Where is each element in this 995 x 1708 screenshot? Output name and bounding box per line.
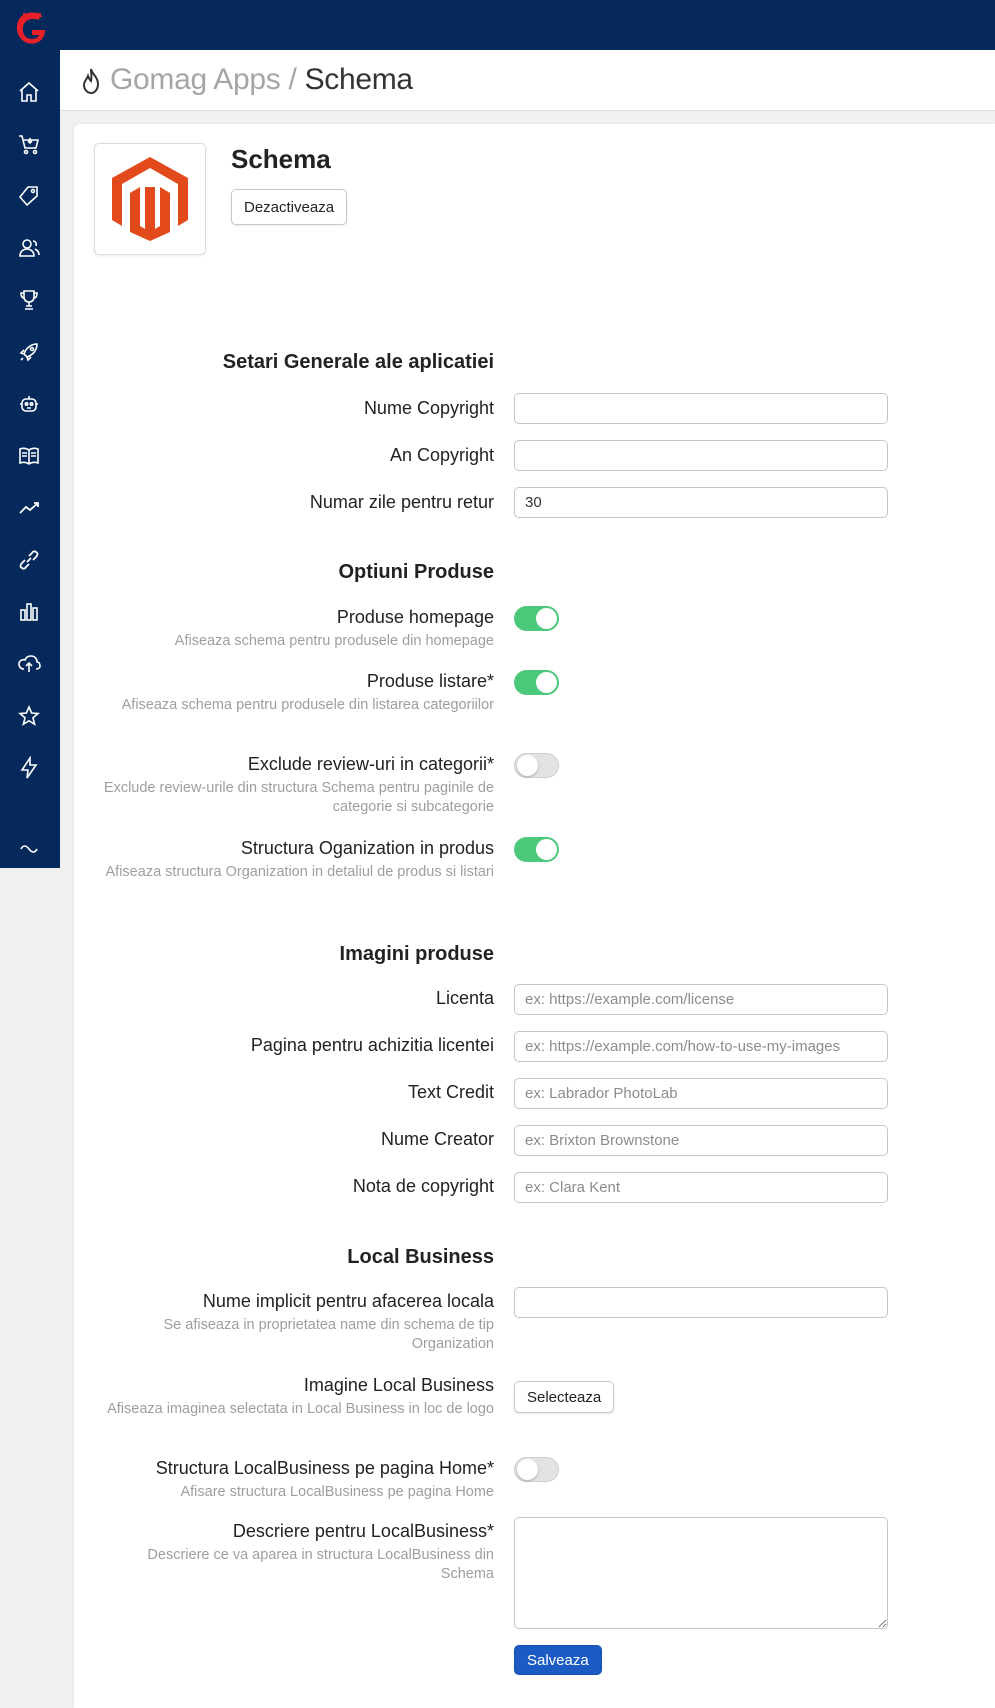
toggle-knob bbox=[517, 1459, 538, 1480]
book-icon[interactable] bbox=[14, 441, 44, 471]
toggle-knob bbox=[517, 755, 538, 776]
collapse-icon[interactable] bbox=[14, 840, 44, 858]
local-description-help: Descriere ce va aparea in structura LocalBusiness din Schema bbox=[147, 1547, 494, 1582]
local-image-label: Imagine Local Business bbox=[303, 1375, 494, 1395]
local-name-help: Se afiseaza in proprietatea name din schema de tip Organization bbox=[163, 1317, 494, 1352]
local-description-label: Descriere pentru LocalBusiness* bbox=[232, 1521, 494, 1541]
section-title-local-business: Local Business bbox=[347, 1246, 494, 1268]
app-title: Schema bbox=[231, 144, 331, 174]
magento-logo-icon bbox=[112, 157, 188, 241]
copyright-name-label: Nume Copyright bbox=[363, 398, 494, 418]
robot-icon[interactable] bbox=[14, 389, 44, 419]
cart-icon[interactable] bbox=[14, 129, 44, 159]
organization-toggle[interactable] bbox=[514, 837, 559, 862]
copyright-year-label: An Copyright bbox=[389, 445, 494, 465]
page-header bbox=[60, 50, 995, 111]
customers-icon[interactable] bbox=[14, 233, 44, 263]
gomag-logo-icon[interactable] bbox=[10, 8, 50, 48]
exclude-reviews-help: Exclude review-urile din structura Schema pentru paginile de categorie si subcategorie bbox=[103, 780, 494, 815]
creator-name-input[interactable] bbox=[514, 1125, 888, 1156]
cloud-upload-icon[interactable] bbox=[14, 649, 44, 679]
creator-name-label: Nume Creator bbox=[380, 1129, 494, 1149]
tag-icon[interactable] bbox=[14, 181, 44, 211]
deactivate-button[interactable]: Dezactiveaza bbox=[231, 189, 347, 225]
bar-chart-icon[interactable] bbox=[14, 597, 44, 627]
app-logo bbox=[94, 143, 206, 255]
copyright-notice-label: Nota de copyright bbox=[352, 1176, 494, 1196]
trophy-icon[interactable] bbox=[14, 285, 44, 315]
organization-help: Afiseaza structura Organization in detaliul de produs si listari bbox=[105, 864, 494, 880]
listing-products-toggle[interactable] bbox=[514, 670, 559, 695]
copyright-year-input[interactable] bbox=[514, 440, 888, 471]
local-home-toggle[interactable] bbox=[514, 1457, 559, 1482]
home-icon[interactable] bbox=[14, 77, 44, 107]
listing-products-help: Afiseaza schema pentru produsele din listarea categoriilor bbox=[121, 697, 494, 713]
bolt-icon[interactable] bbox=[14, 753, 44, 783]
license-label: Licenta bbox=[435, 988, 494, 1008]
acquire-license-label: Pagina pentru achizitia licentei bbox=[250, 1035, 494, 1055]
local-name-label: Nume implicit pentru afacerea locala bbox=[202, 1291, 494, 1311]
star-icon[interactable] bbox=[14, 701, 44, 731]
section-title-general: Setari Generale ale aplicatiei bbox=[222, 351, 494, 373]
local-image-help: Afiseaza imaginea selectata in Local Business in loc de logo bbox=[107, 1401, 494, 1417]
link-icon[interactable] bbox=[14, 545, 44, 575]
listing-products-label: Produse listare* bbox=[366, 671, 494, 691]
license-input[interactable] bbox=[514, 984, 888, 1015]
local-home-help: Afisare structura LocalBusiness pe pagina Home bbox=[180, 1484, 494, 1500]
breadcrumb-current: Schema bbox=[304, 63, 413, 96]
toggle-knob bbox=[536, 608, 557, 629]
local-description-textarea[interactable] bbox=[514, 1517, 888, 1629]
exclude-reviews-toggle[interactable] bbox=[514, 753, 559, 778]
credit-text-label: Text Credit bbox=[407, 1082, 494, 1102]
breadcrumb-separator: / bbox=[280, 63, 305, 96]
trend-icon[interactable] bbox=[14, 493, 44, 523]
top-bar bbox=[0, 0, 995, 50]
flame-icon bbox=[78, 67, 104, 95]
select-image-button[interactable]: Selecteaza bbox=[514, 1381, 614, 1413]
toggle-knob bbox=[536, 839, 557, 860]
save-button[interactable]: Salveaza bbox=[514, 1645, 602, 1675]
section-title-images: Imagini produse bbox=[339, 943, 494, 965]
homepage-products-help: Afiseaza schema pentru produsele din homepage bbox=[174, 633, 494, 649]
breadcrumb-parent[interactable]: Gomag Apps bbox=[110, 63, 281, 96]
local-home-label: Structura LocalBusiness pe pagina Home* bbox=[155, 1458, 494, 1478]
copyright-notice-input[interactable] bbox=[514, 1172, 888, 1203]
copyright-name-input[interactable] bbox=[514, 393, 888, 424]
acquire-license-input[interactable] bbox=[514, 1031, 888, 1062]
rocket-icon[interactable] bbox=[14, 337, 44, 367]
credit-text-input[interactable] bbox=[514, 1078, 888, 1109]
return-days-label: Numar zile pentru retur bbox=[309, 492, 494, 512]
local-name-input[interactable] bbox=[514, 1287, 888, 1318]
homepage-products-label: Produse homepage bbox=[336, 607, 494, 627]
toggle-knob bbox=[536, 672, 557, 693]
exclude-reviews-label: Exclude review-uri in categorii* bbox=[247, 754, 494, 774]
breadcrumb bbox=[110, 62, 413, 98]
section-title-products: Optiuni Produse bbox=[338, 561, 494, 583]
homepage-products-toggle[interactable] bbox=[514, 606, 559, 631]
organization-label: Structura Oganization in produs bbox=[240, 838, 494, 858]
sidebar bbox=[0, 50, 60, 868]
return-days-input[interactable] bbox=[514, 487, 888, 518]
